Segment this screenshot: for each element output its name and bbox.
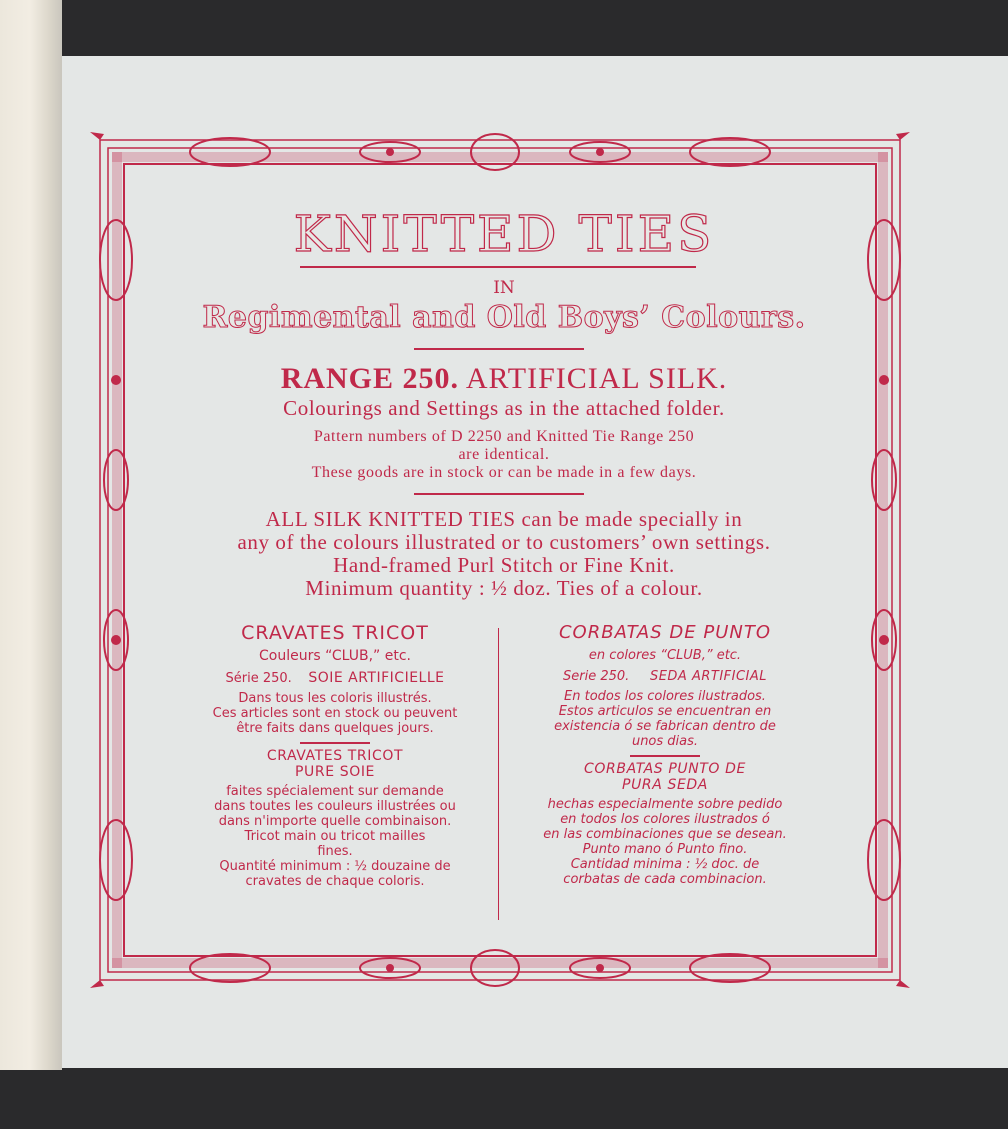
divider-rule xyxy=(414,348,584,350)
spanish-body-10: corbatas de cada combinacion. xyxy=(563,871,767,887)
french-body-4: faites spécialement sur demande xyxy=(226,783,444,799)
french-body-8: fines. xyxy=(317,843,353,859)
spanish-body-5: hechas especialmente sobre pedido xyxy=(547,796,783,812)
french-body-6: dans n'importe quelle combinaison. xyxy=(218,813,452,829)
french-heading-2-line-2: PURE SOIE xyxy=(295,763,375,780)
spanish-heading-2-line-2: PURA SEDA xyxy=(622,776,708,793)
divider-rule xyxy=(414,493,584,495)
french-body-7: Tricot main ou tricot mailles xyxy=(244,828,426,844)
pattern-line-2: are identical. xyxy=(458,446,550,463)
spanish-serie: Serie 250. xyxy=(562,669,630,684)
spanish-seda: SEDA ARTIFICIAL xyxy=(649,669,768,684)
spanish-body-1: En todos los colores ilustrados. xyxy=(564,689,766,704)
range-material: ARTIFICIAL SILK. xyxy=(465,362,728,395)
french-soie: SOIE ARTIFICIELLE xyxy=(308,670,445,686)
spanish-serie-line xyxy=(510,669,820,684)
french-body-2: Ces articles sont en stock ou peuvent xyxy=(212,706,458,721)
spanish-body-7: en las combinaciones que se desean. xyxy=(543,826,787,842)
silk-line-2: any of the colours illustrated or to customers’ own settings. xyxy=(237,530,771,554)
spanish-heading: CORBATAS DE PUNTO xyxy=(558,622,771,643)
spanish-heading-2-line-1: CORBATAS PUNTO DE xyxy=(584,760,746,777)
page-title: KNITTED TIES xyxy=(293,205,715,263)
pattern-line-1: Pattern numbers of D 2250 and Knitted Tie Range 250 xyxy=(313,428,695,445)
range-heading xyxy=(0,362,1008,396)
spanish-colores: en colores “CLUB,” etc. xyxy=(588,648,742,663)
in-label: IN xyxy=(493,278,515,298)
french-couleurs: Couleurs “CLUB,” etc. xyxy=(259,648,411,664)
stock-line: These goods are in stock or can be made in a few days. xyxy=(311,464,697,481)
french-heading-2-line-1: CRAVATES TRICOT xyxy=(266,747,404,764)
french-serie: Série 250. xyxy=(225,671,292,686)
column-divider xyxy=(498,628,499,920)
french-body-5: dans toutes les couleurs illustrées ou xyxy=(214,798,456,814)
minimum-line: Minimum quantity : ½ doz. Ties of a colour. xyxy=(305,576,703,600)
spanish-body-3: existencia ó se fabrican dentro de xyxy=(554,719,776,734)
french-serie-line xyxy=(180,670,490,686)
french-body-9: Quantité minimum : ½ douzaine de xyxy=(219,858,451,874)
spanish-body-6: en todos los colores ilustrados ó xyxy=(560,811,770,827)
range-label: RANGE 250. xyxy=(280,362,460,395)
french-rule xyxy=(300,742,370,744)
colourings-line: Colourings and Settings as in the attached folder. xyxy=(283,396,725,420)
french-body-10: cravates de chaque coloris. xyxy=(245,873,425,889)
french-heading: CRAVATES TRICOT xyxy=(241,622,429,644)
spanish-column xyxy=(510,622,820,887)
spanish-body-2: Estos articulos se encuentran en xyxy=(558,704,772,719)
spanish-body-4: unos dias. xyxy=(631,734,699,749)
subtitle: Regimental and Old Boys’ Colours. xyxy=(202,300,806,335)
spanish-rule xyxy=(630,755,700,757)
french-body-1: Dans tous les coloris illustrés. xyxy=(238,691,432,706)
spanish-body-9: Cantidad minima : ½ doc. de xyxy=(570,856,760,872)
french-body-3: être faits dans quelques jours. xyxy=(236,721,434,736)
french-column xyxy=(180,622,490,889)
silk-line-1: ALL SILK KNITTED TIES can be made specially in xyxy=(265,507,743,531)
spanish-body-8: Punto mano ó Punto fino. xyxy=(582,841,748,857)
silk-line-3: Hand-framed Purl Stitch or Fine Knit. xyxy=(333,553,675,577)
title-underline xyxy=(300,266,696,268)
